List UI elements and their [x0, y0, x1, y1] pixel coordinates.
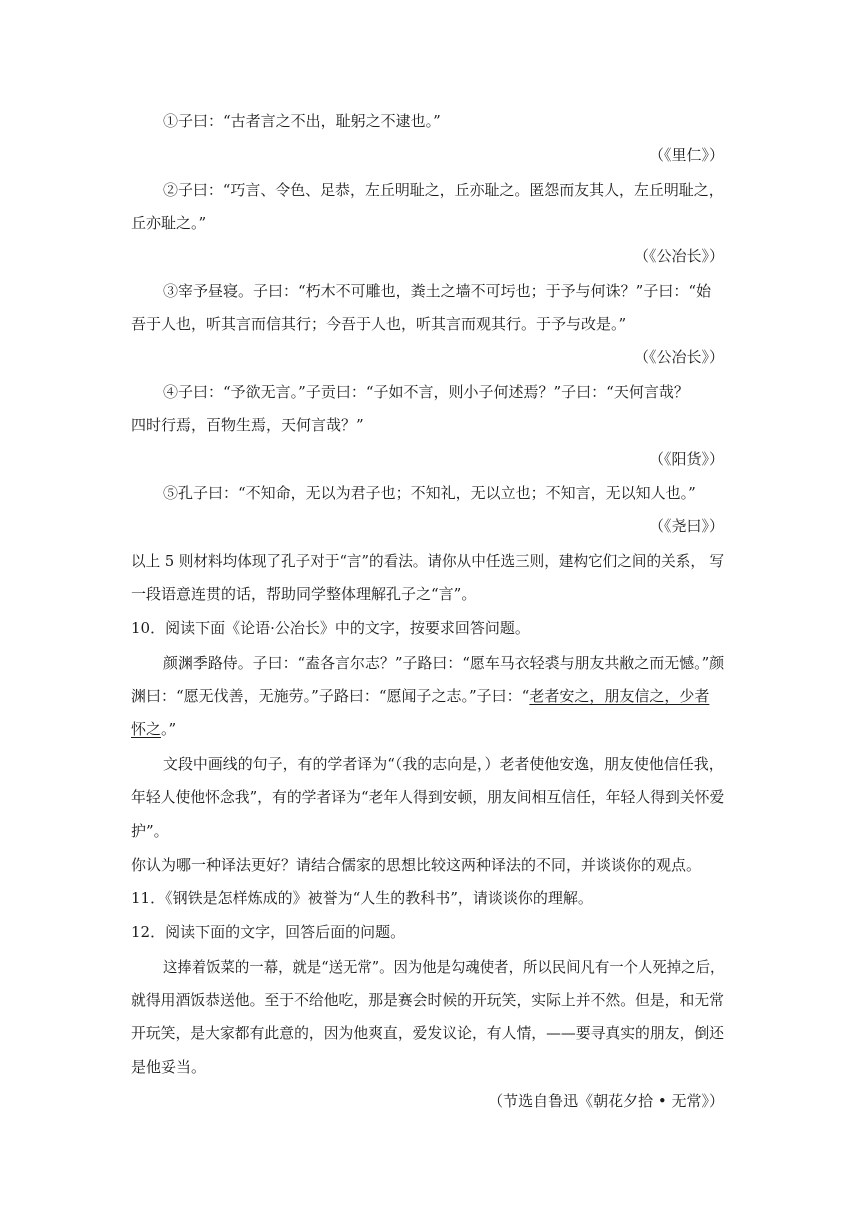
q12-source: （节选自鲁迅《朝花夕拾 • 无常》）: [488, 1092, 724, 1110]
material-1-source: （《里仁》）: [648, 146, 724, 164]
material-3-line-1: ③宰予昼寝。子曰：“朽木不可雕也，粪土之墙不可圬也；于予与何诛？”子曰：“始: [163, 282, 712, 300]
material-4-source: （《阳货》）: [648, 450, 724, 468]
q10-question: 你认为哪一种译法更好？请结合儒家的思想比较这两种译法的不同，并谈谈你的观点。: [131, 856, 702, 874]
q12-passage-line-3: 开玩笑，是大家都有此意的，因为他爽直，爱发议论，有人情，——要寻真实的朋友，倒还: [131, 1024, 724, 1042]
q9-question-line-1: 以上 5 则材料均体现了孔子对于“言”的看法。请你从中任选三则，建构它们之间的关系， 写: [131, 552, 725, 570]
q10-title: 10．阅读下面《论语·公冶长》中的文字，按要求回答问题。: [131, 619, 530, 637]
underlined-sentence: 老者安之，朋友信之，少者: [529, 687, 710, 705]
q12-passage-line-4: 是他妥当。: [131, 1058, 207, 1076]
material-2-line-2: 丘亦耻之。”: [131, 214, 207, 232]
q10-passage-line-2: [131, 686, 709, 706]
q10-translation-line-1: 文段中画线的句子，有的学者译为“（我的志向是，）老者使他安逸，朋友使他信任我，: [163, 755, 724, 773]
q12-passage-line-2: 就得用酒饭恭送他。至于不给他吃，那是赛会时候的开玩笑，实际上并不然。但是，和无常: [131, 991, 724, 1009]
q11-question: 11．《钢铁是怎样炼成的》被誉为“人生的教科书”，请谈谈你的理解。: [131, 889, 593, 907]
material-1: ①子曰：“古者言之不出，耻躬之不逮也。”: [163, 112, 441, 130]
material-3-line-2: 吾于人也，听其言而信其行；今吾于人也，听其言而观其行。于予与改是。”: [131, 315, 627, 333]
material-4-line-1: ④子曰：“予欲无言。”子贡曰：“子如不言，则小子何述焉？”子曰：“天何言哉？: [163, 383, 689, 401]
q10-translation-line-3: 护”。: [131, 822, 169, 840]
q12-title: 12．阅读下面的文字，回答后面的问题。: [131, 923, 406, 941]
q10-passage-text: 渊曰：“愿无伐善，无施劳。”子路曰：“愿闻子之志。”子曰：“: [131, 687, 530, 705]
q10-translation-line-2: 年轻人使他怀念我”，有的学者译为“老年人得到安顿，朋友间相互信任，年轻人得到关怀爱: [131, 788, 725, 806]
q12-passage-line-1: 这捧着饭菜的一幕，就是“送无常”。因为他是勾魂使者，所以民间凡有一个人死掉之后，: [163, 958, 725, 976]
q9-question-line-2: 一段语意连贯的话，帮助同学整体理解孔子之“言”。: [131, 585, 477, 603]
material-5: ⑤孔子曰：“不知命，无以为君子也；不知礼，无以立也；不知言，无以知人也。”: [163, 484, 696, 502]
material-5-source: （《尧曰》）: [648, 517, 724, 535]
material-4-line-2: 四时行焉，百物生焉，天何言哉？”: [131, 416, 364, 434]
material-3-source: （《公冶长》）: [633, 348, 724, 366]
material-2-line-1: ②子曰：“巧言、令色、足恭，左丘明耻之，丘亦耻之。匿怨而友其人，左丘明耻之，: [163, 181, 724, 199]
q10-passage-line-1: 颜渊季路侍。子曰：“盍各言尔志？”子路曰：“愿车马衣轻裘与朋友共敝之而无憾。”颜: [163, 654, 725, 672]
material-2-source: （《公冶长》）: [633, 247, 724, 265]
underlined-sentence-end: 怀之: [131, 720, 162, 738]
q10-passage-line-3: [131, 719, 176, 739]
q10-passage-closing: 。”: [161, 720, 177, 738]
